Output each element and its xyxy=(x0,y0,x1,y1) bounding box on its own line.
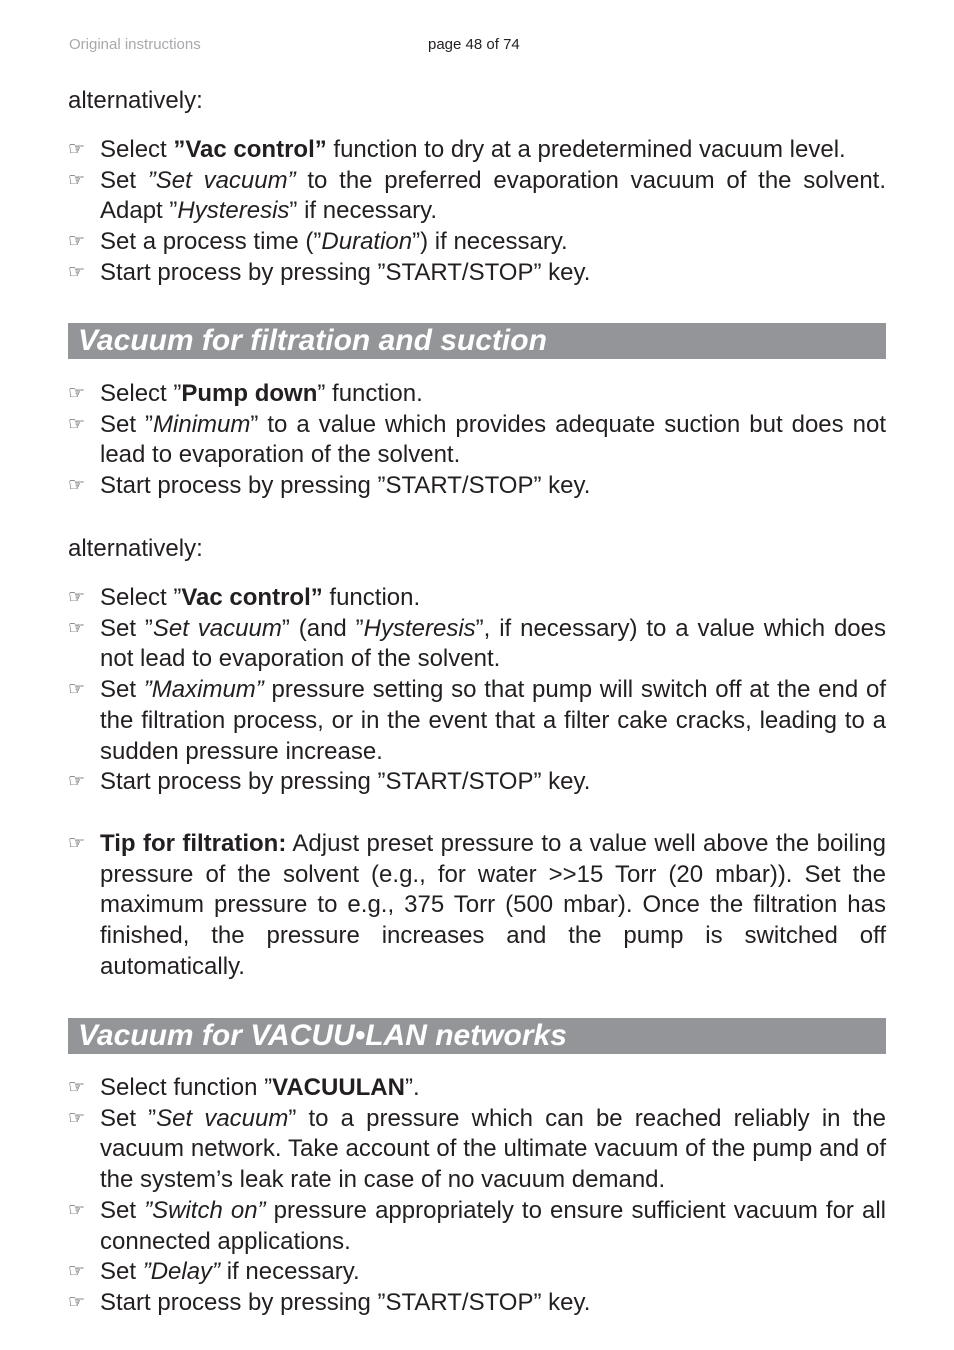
item-italic: Set vacuum xyxy=(152,614,282,642)
item-text: ” (and ” xyxy=(281,614,364,642)
list-item xyxy=(68,135,886,166)
item-text: function. xyxy=(322,584,421,611)
item-italic: Hysteresis xyxy=(363,614,476,642)
list-item xyxy=(68,675,886,767)
hand-pointing-right-icon: ☞ xyxy=(68,261,86,283)
list-item xyxy=(68,1257,886,1288)
section-heading-filtration: Vacuum for filtration and suction xyxy=(68,323,886,359)
item-text: if necessary. xyxy=(220,1258,360,1286)
item-text: function to dry at a predetermined vacuum level. xyxy=(326,136,846,163)
item-text: ” if necessary. xyxy=(289,197,438,225)
hand-pointing-right-icon: ☞ xyxy=(68,413,86,435)
list-item xyxy=(68,1104,886,1196)
hand-pointing-right-icon: ☞ xyxy=(68,169,86,191)
section-heading-vacuulan: Vacuum for VACUU•LAN networks xyxy=(68,1018,886,1054)
list-item xyxy=(68,583,886,614)
list-item xyxy=(68,1073,886,1104)
item-text: ”. xyxy=(404,1074,420,1101)
item-bold: Pump down xyxy=(181,380,318,407)
instruction-list-vacuulan xyxy=(68,1073,886,1319)
item-italic: ”Maximum” xyxy=(143,676,264,704)
item-text: Set ” xyxy=(100,410,154,438)
hand-pointing-right-icon: ☞ xyxy=(68,587,86,608)
item-text: Set ” xyxy=(100,1104,157,1132)
item-text: to the preferred evaporation vacuum of the solvent. Adapt ” xyxy=(100,166,887,225)
item-text: Start process by pressing ”START/STOP” key. xyxy=(100,258,591,286)
hand-pointing-right-icon: ☞ xyxy=(68,1199,86,1221)
item-bold: Vac control” xyxy=(181,584,323,611)
item-text: Set a process time (” xyxy=(100,228,322,256)
item-text: ”) if necessary. xyxy=(412,228,568,256)
item-text: Select xyxy=(100,136,174,163)
hand-pointing-right-icon: ☞ xyxy=(68,231,86,253)
list-item xyxy=(68,1196,886,1257)
list-item xyxy=(68,379,886,410)
item-italic: Set vacuum xyxy=(156,1104,289,1132)
instruction-list-filtration xyxy=(68,379,886,502)
item-text: Set ” xyxy=(100,614,153,642)
hand-pointing-right-icon: ☞ xyxy=(68,475,86,497)
item-text: Set xyxy=(100,676,144,704)
tip-item xyxy=(68,829,886,983)
item-bold: VACUULAN xyxy=(272,1074,405,1101)
item-text: ” to a pressure which can be reached reliably in the vacuum network. Take account of the ultimate vacuum of the pump and of the system’s leak rate in case of no vacuum demand. xyxy=(100,1104,886,1194)
hand-pointing-right-icon: ☞ xyxy=(68,833,86,854)
hand-pointing-right-icon: ☞ xyxy=(68,383,86,404)
item-italic: Duration xyxy=(321,228,413,256)
tip-label: Tip for filtration: xyxy=(100,830,287,857)
hand-pointing-right-icon: ☞ xyxy=(68,771,86,793)
item-text: Start process by pressing ”START/STOP” key. xyxy=(100,472,591,500)
item-text: Select ” xyxy=(100,584,182,611)
hand-pointing-right-icon: ☞ xyxy=(68,1261,86,1283)
list-item xyxy=(68,227,886,258)
list-item xyxy=(68,258,886,289)
hand-pointing-right-icon: ☞ xyxy=(68,139,86,160)
item-text: pressure appropriately to ensure sufficient vacuum for all connected applications. xyxy=(100,1196,886,1255)
instruction-list-filtration-alt xyxy=(68,583,886,798)
item-text: ” to a value which provides adequate suction but does not lead to evaporation of the solvent. xyxy=(100,410,886,469)
instruction-list-drying xyxy=(68,135,886,289)
tip-text: Adjust preset pressure to a value well above the boiling pressure of the solvent (e.g., for water >>15 Torr (20 mbar)). Set the maximum pressure to e.g., 375 Torr (500 mbar). Once the filtration has finished, the pressure increases and the pump is switched off automatically. xyxy=(100,830,886,980)
item-text: pressure setting so that pump will switch off at the end of the filtration process, or in the event that a filter cake cracks, leading to a sudden pressure increase. xyxy=(100,676,886,765)
item-bold: ”Vac control” xyxy=(173,136,327,163)
item-italic: ”Switch on” xyxy=(144,1196,266,1224)
item-text: Set xyxy=(100,1258,143,1286)
item-italic: Minimum xyxy=(153,410,251,438)
alternatively-text-top: alternatively: xyxy=(68,87,203,114)
item-text: ”, if necessary) to a value which does not lead to evaporation of the solvent. xyxy=(100,614,887,673)
list-item xyxy=(68,410,886,471)
item-text: ” function. xyxy=(317,380,423,407)
item-text: Select ” xyxy=(100,380,182,407)
list-item xyxy=(68,767,886,798)
item-text: Set xyxy=(100,1196,145,1224)
hand-pointing-right-icon: ☞ xyxy=(68,679,86,701)
item-text: Start process by pressing ”START/STOP” key. xyxy=(100,768,591,796)
item-italic: ”Delay” xyxy=(142,1258,221,1286)
alternatively-text-filtration: alternatively: xyxy=(68,535,203,562)
list-item xyxy=(68,166,886,227)
hand-pointing-right-icon: ☞ xyxy=(68,1077,86,1098)
hand-pointing-right-icon: ☞ xyxy=(68,617,86,639)
list-item xyxy=(68,614,886,675)
item-italic: ”Set vacuum” xyxy=(147,166,296,194)
item-text: Select function ” xyxy=(100,1074,273,1101)
list-item xyxy=(68,471,886,502)
item-text: Start process by pressing ”START/STOP” key. xyxy=(100,1288,591,1316)
tip-filtration xyxy=(68,829,886,983)
header-doc-label: Original instructions xyxy=(69,36,201,53)
item-text: Set xyxy=(100,166,148,194)
hand-pointing-right-icon: ☞ xyxy=(68,1107,86,1129)
page-number: page 48 of 74 xyxy=(428,36,520,53)
list-item xyxy=(68,1288,886,1319)
hand-pointing-right-icon: ☞ xyxy=(68,1291,86,1313)
item-italic: Hysteresis xyxy=(177,197,290,225)
